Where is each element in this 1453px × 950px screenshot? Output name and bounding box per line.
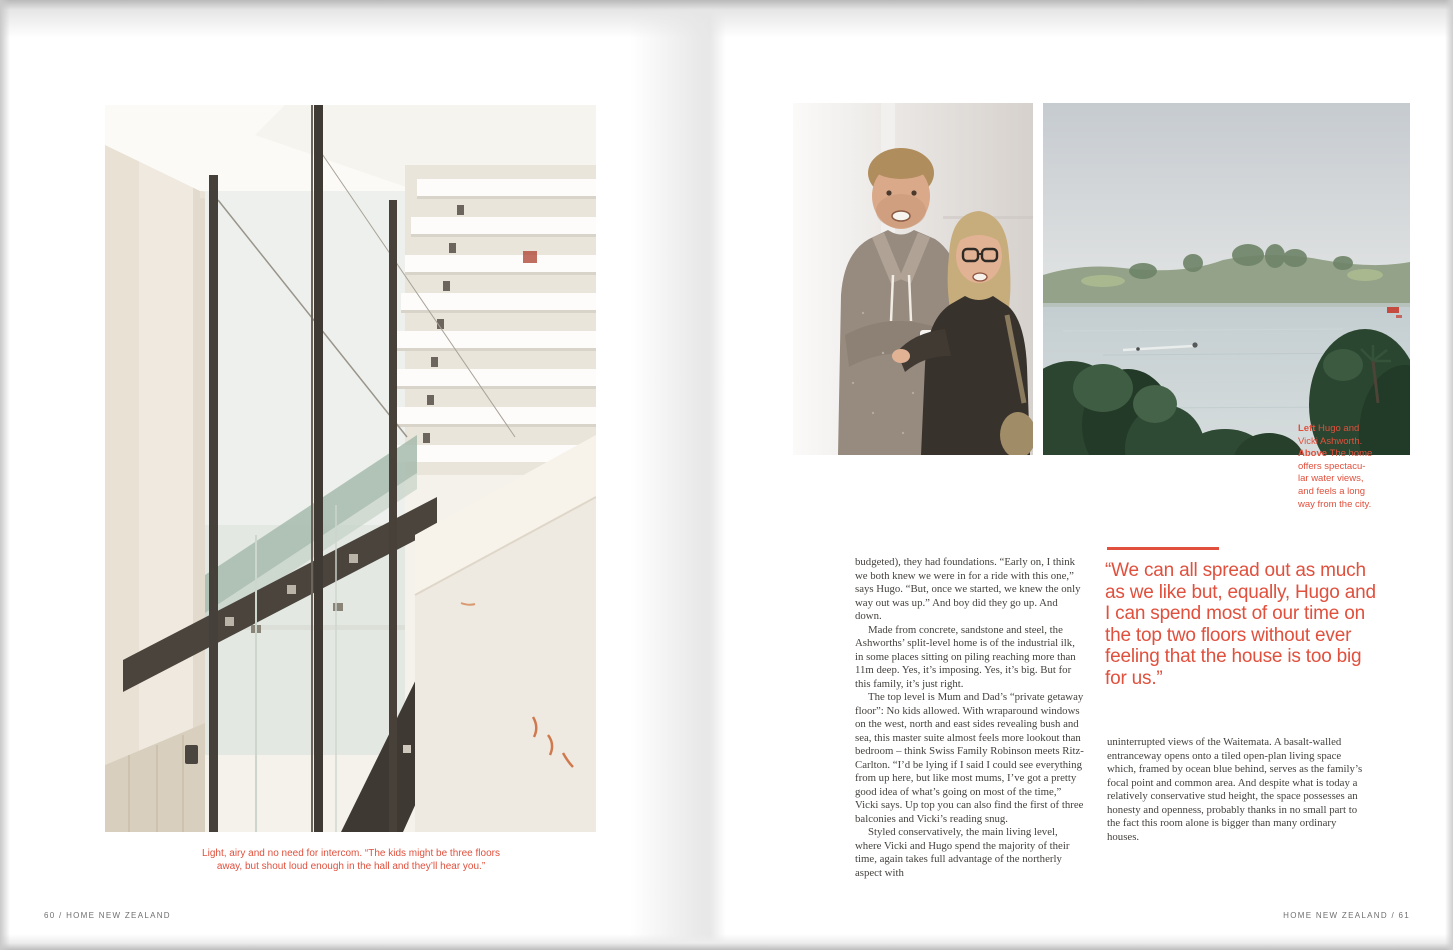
pull-quote: “We can all spread out as much as we like but, equally, Hugo and I can spend most of our time on the top two floors without ever feeling that the house is too big for us.” xyxy=(1105,560,1376,689)
right-page-folio: HOME NEW ZEALAND / 61 xyxy=(1283,911,1410,920)
caption-line xyxy=(1298,473,1390,486)
caption-text: way from the city. xyxy=(1298,498,1372,510)
body-paragraph: Styled conservatively, the main living level, where Vicki and Hugo spend the majority of their time, again takes full advantage of the northerly aspect with xyxy=(855,826,1070,879)
caption-text: offers spectacu- xyxy=(1298,460,1366,472)
caption-line xyxy=(1298,461,1390,474)
body-paragraph: uninterrupted views of the Waitemata. A basalt-walled entranceway opens onto a tiled open-plan living space which, framed by ocean blue behind, serves as the family’s focal point and common area. And despite what is today a relatively conservative stud height, the space possesses an honesty and openness, probably thanks in no small part to the fact this room alone is bigger than many ordinary houses. xyxy=(1107,736,1363,843)
body-paragraph: Made from concrete, sandstone and steel, the Ashworths’ split-level home is of the industrial ilk, in some places sitting on piling reaching more than 11m deep. Yes, it’s imposing. Yes, it’s big. But for this family, it’s just right. xyxy=(855,623,1076,690)
page-shadow-bottom xyxy=(0,934,1453,950)
body-paragraph: The top level is Mum and Dad’s “private getaway floor”: No kids allowed. With wraparound windows on the west, north and east sides revealing bush and sea, this master suite almost feels more lookout than bedroom – think Swiss Family Robinson meets Ritz-Carlton. “I’d be lying if I said I could see everything from up here, but like most mums, I’ve got a pretty good idea of what’s going on most of the time,” Vicki says. Up top you can also find the first of three balconies and Vicki’s reading snug. xyxy=(855,691,1084,825)
caption-line xyxy=(1298,486,1390,499)
stairwell-illustration xyxy=(105,105,596,832)
caption-text: lar water views, xyxy=(1298,473,1364,485)
couple-illustration xyxy=(793,103,1033,455)
caption-bold-label: Above xyxy=(1298,448,1328,460)
caption-text: Hugo and xyxy=(1315,423,1360,434)
stairwell-caption-line2: away, but shout loud enough in the hall and they’ll hear you.” xyxy=(216,861,486,872)
spine-shadow xyxy=(630,0,790,950)
caption-line xyxy=(1298,499,1390,512)
left-page-folio: 60 / HOME NEW ZEALAND xyxy=(44,911,171,920)
water-photo-caption xyxy=(1298,423,1390,511)
page-shadow-top xyxy=(0,0,1453,40)
caption-line xyxy=(1298,436,1390,449)
article-column-2 xyxy=(1107,736,1366,844)
body-paragraph: budgeted), they had foundations. “Early on, I think we both knew we were in for a ride with this one,” says Hugo. “But, once we started, we knew the only way out was up.” And boy did they go up. And down. xyxy=(855,556,1081,622)
couple-photo xyxy=(793,103,1033,455)
water-view-photo xyxy=(1043,103,1410,455)
caption-bold-label: Left xyxy=(1298,423,1316,434)
caption-text: The home xyxy=(1327,448,1373,460)
stairwell-photo-caption xyxy=(135,847,567,873)
water-view-illustration xyxy=(1043,103,1410,455)
caption-line xyxy=(1298,448,1390,461)
stairwell-caption-line1: Light, airy and no need for intercom. “The kids might be three floors xyxy=(202,848,500,859)
article-column-1 xyxy=(855,556,1084,880)
caption-line xyxy=(1298,423,1390,436)
stairwell-photo xyxy=(105,105,596,832)
caption-text: and feels a long xyxy=(1298,485,1366,497)
page-shadow-right xyxy=(1443,0,1453,950)
page-shadow-left xyxy=(0,0,12,950)
pull-quote-rule xyxy=(1107,547,1219,550)
caption-text: Vicki Ashworth. xyxy=(1298,435,1363,447)
